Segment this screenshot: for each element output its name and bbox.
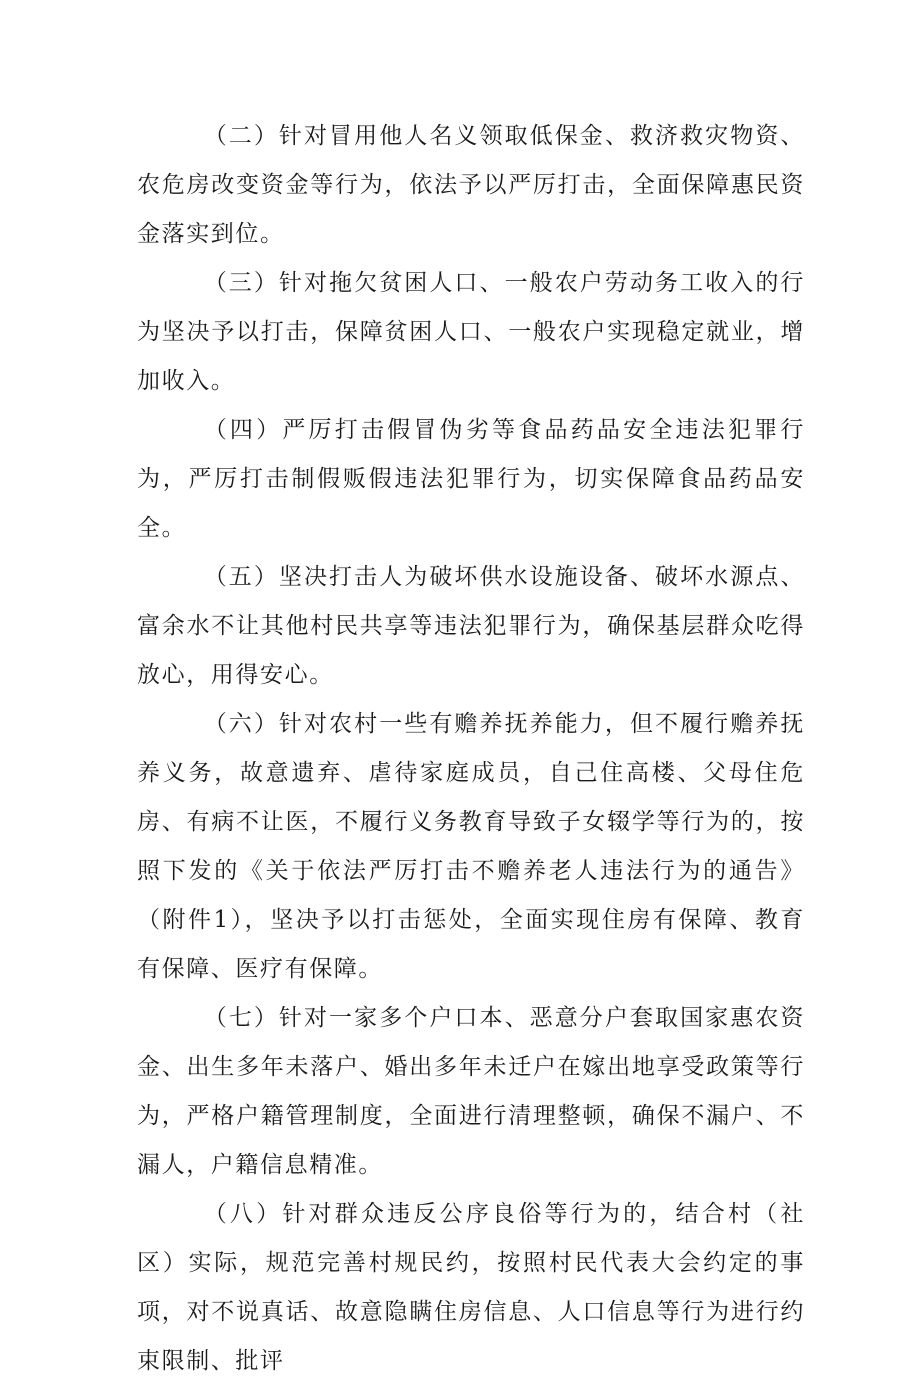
paragraph-5: （五）坚决打击人为破坏供水设施设备、破坏水源点、富余水不让其他村民共享等违法犯罪行为，确保基层群众吃得放心，用得安心。 xyxy=(137,564,805,688)
paragraph-8: （八）针对群众违反公序良俗等行为的，结合村（社区）实际，规范完善村规民约，按照村民代表大会约定的事项，对不说真话、故意隐瞒住房信息、人口信息等行为进行约束限制、批评 xyxy=(137,1201,805,1374)
paragraph-2: （二）针对冒用他人名义领取低保金、救济救灾物资、农危房改变资金等行为，依法予以严厉打击，全面保障惠民资金落实到位。 xyxy=(137,123,805,247)
document-body xyxy=(137,112,805,1386)
paragraph-7: （七）针对一家多个户口本、恶意分户套取国家惠农资金、出生多年未落户、婚出多年未迁户在嫁出地享受政策等行为，严格户籍管理制度，全面进行清理整顿，确保不漏户、不漏人，户籍信息精准。 xyxy=(137,1005,805,1178)
paragraph-6: （六）针对农村一些有赡养抚养能力，但不履行赡养抚养义务，故意遗弃、虐待家庭成员，自己住高楼、父母住危房、有病不让医，不履行义务教育导致子女辍学等行为的，按照下发的《关于依法严厉打击不赡养老人违法行为的通告》（附件1），坚决予以打击惩处，全面实现住房有保障、教育有保障、医疗有保障。 xyxy=(137,711,805,982)
paragraph-4: （四）严厉打击假冒伪劣等食品药品安全违法犯罪行为，严厉打击制假贩假违法犯罪行为，切实保障食品药品安全。 xyxy=(137,417,805,541)
paragraph-3: （三）针对拖欠贫困人口、一般农户劳动务工收入的行为坚决予以打击，保障贫困人口、一般农户实现稳定就业，增加收入。 xyxy=(137,270,805,394)
